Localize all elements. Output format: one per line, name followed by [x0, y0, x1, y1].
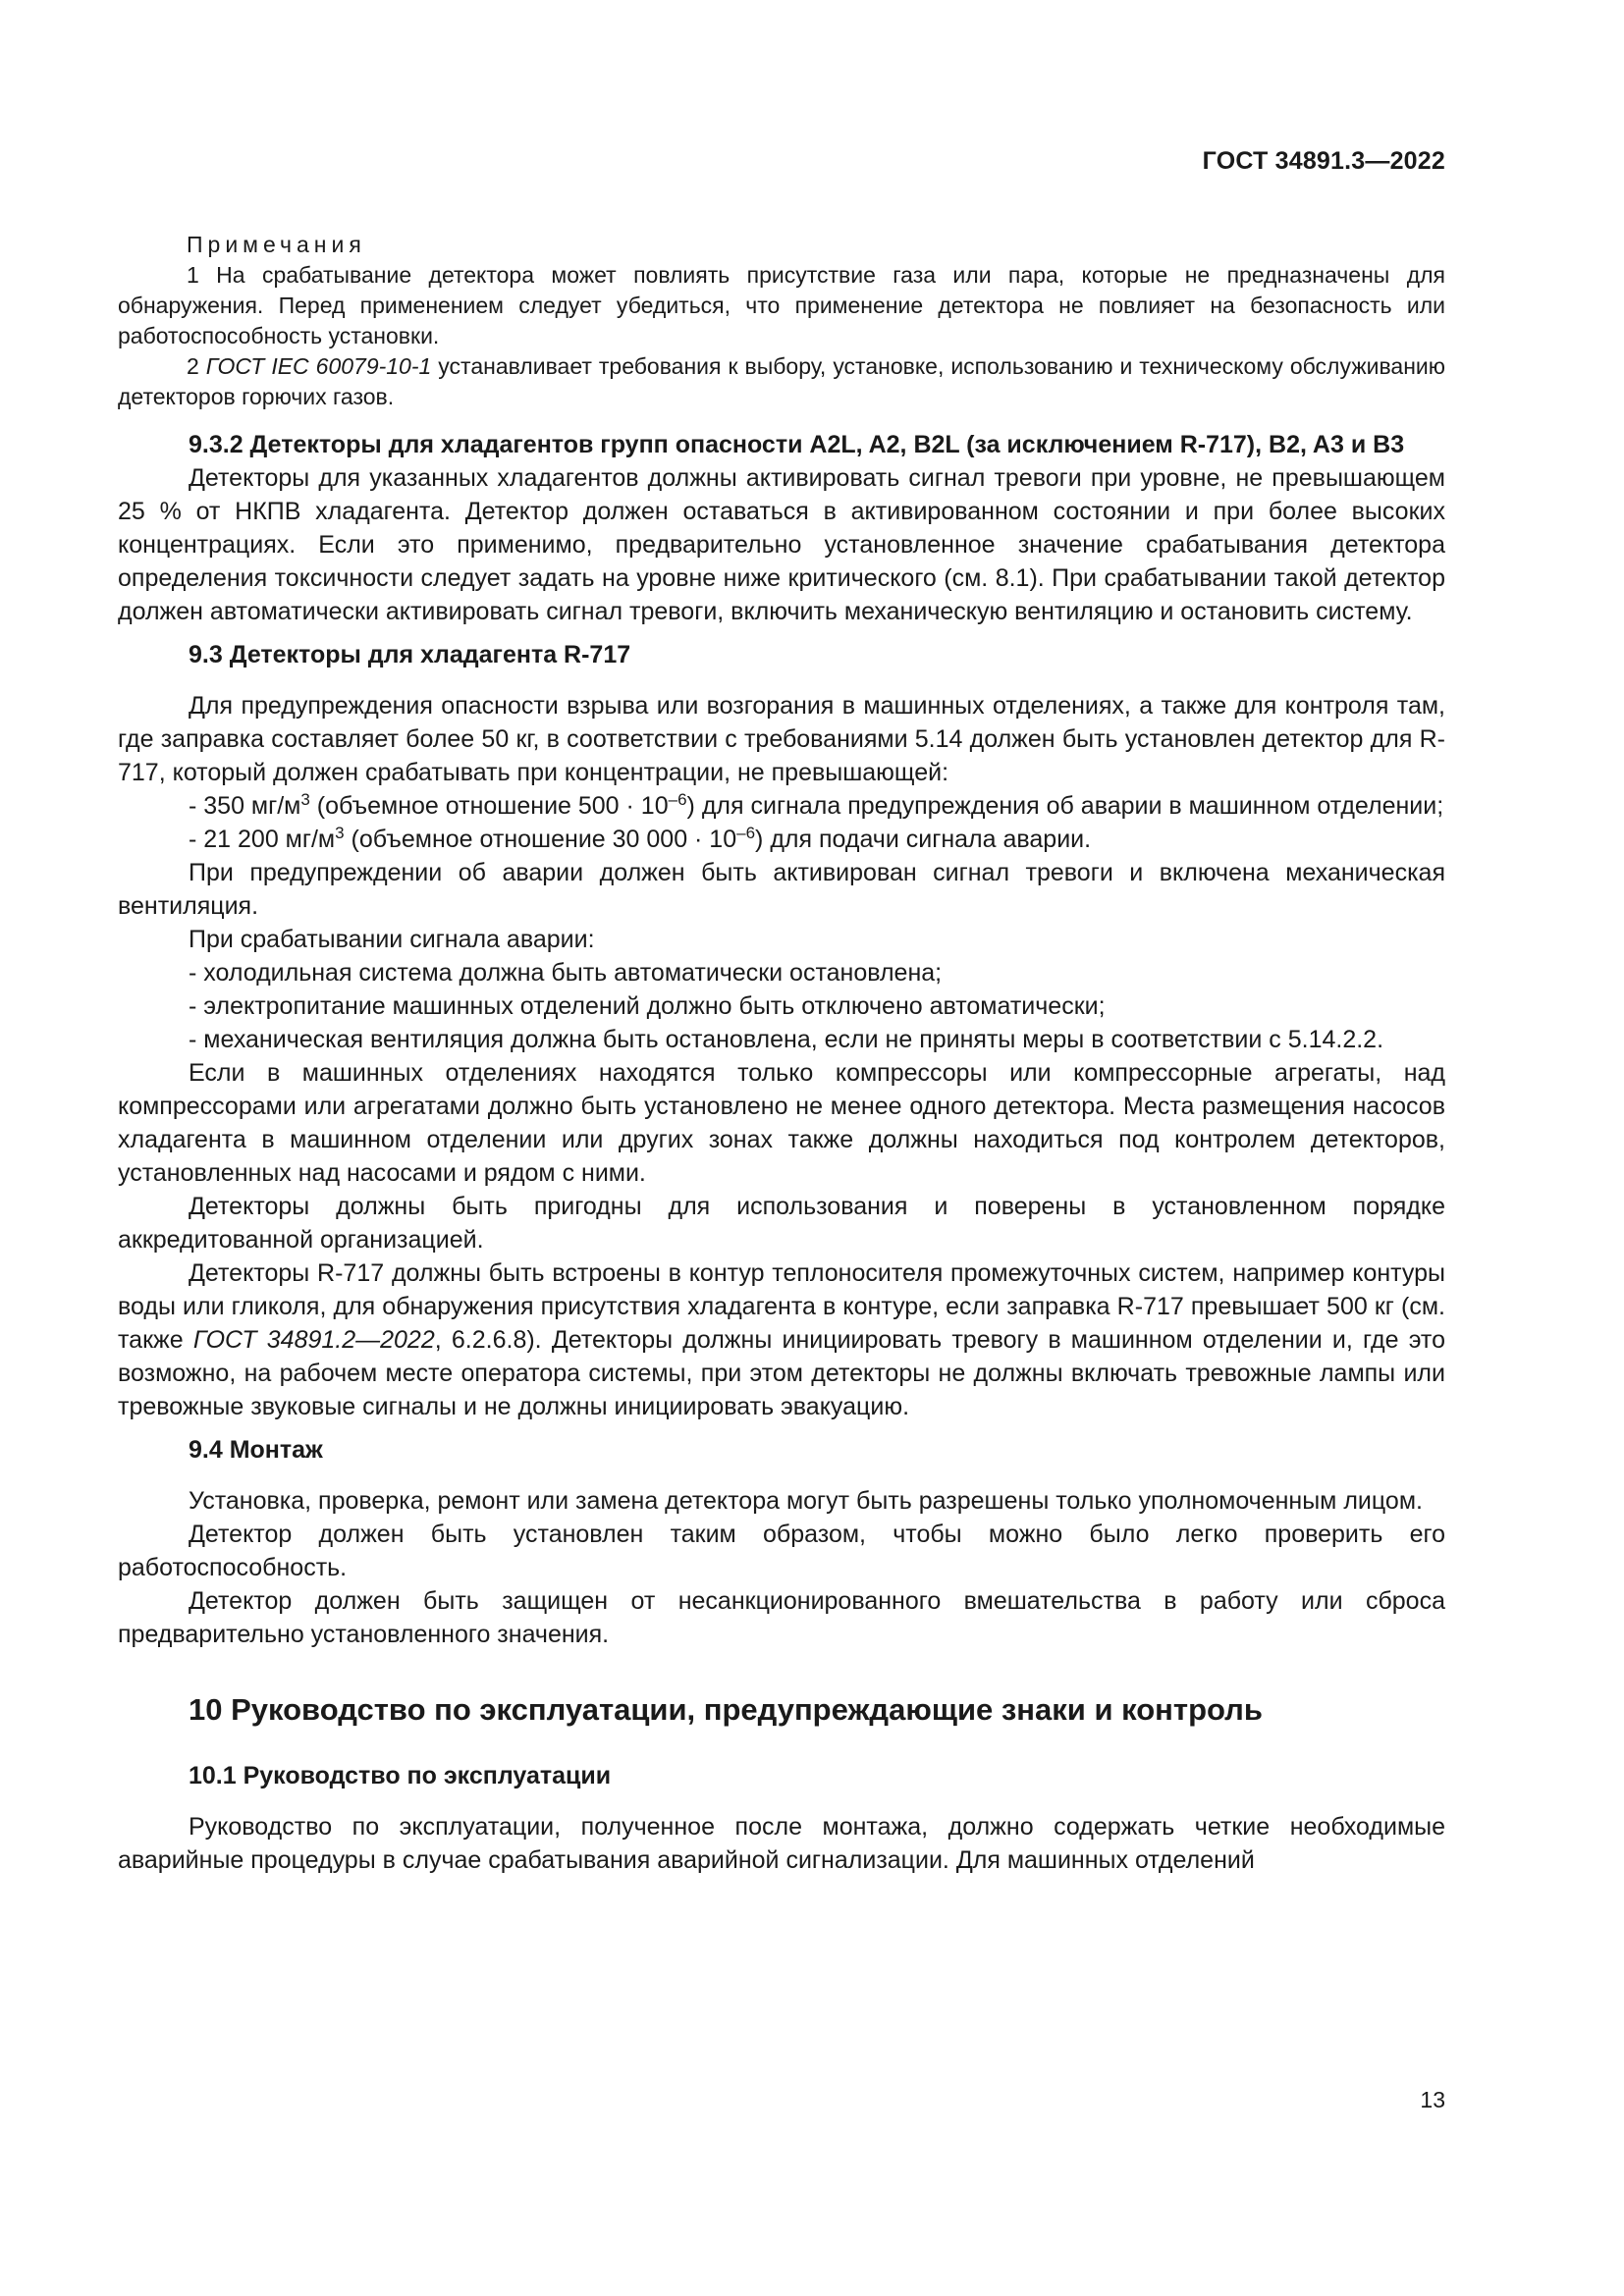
bullet-21200-text-b: (объемное отношение 30 000 · 10: [344, 826, 737, 853]
paragraph-9-4-3: Детектор должен быть защищен от несанкционированного вмешательства в работу или сброса предварительно установленного значения.: [118, 1587, 1445, 1648]
heading-9-3-2: 9.3.2 Детекторы для хладагентов групп опасности A2L, A2, B2L (за исключением R-717), B2, A3 и B3: [189, 431, 1405, 458]
paragraph-10-1: Руководство по эксплуатации, полученное после монтажа, должно содержать четкие необходимые аварийные процедуры в случае срабатывания аварийной сигнализации. Для машинных отделений: [118, 1813, 1445, 1874]
paragraph-warning: При предупреждении об аварии должен быть активирован сигнал тревоги и включена механическая вентиляция.: [118, 859, 1445, 920]
bullet-21200-text-c: ) для подачи сигнала аварии.: [755, 826, 1092, 853]
note-2: [118, 351, 1445, 412]
note-2-reference: ГОСТ IEC 60079-10-1: [205, 353, 432, 379]
paragraph-compressors: Если в машинных отделениях находятся только компрессоры или компрессорные агрегаты, над компрессорами или агрегатами должно быть установлено не менее одного детектора. Места размещения насосов хладагента в машинном отделении или других зонах также должны находиться под контролем детекторов, установленных над насосами и рядом с ними.: [118, 1059, 1445, 1187]
paragraph-9-4-2: Детектор должен быть установлен таким образом, чтобы можно было легко проверить его работоспособность.: [118, 1521, 1445, 1581]
paragraph-r717-reference: ГОСТ 34891.2—2022: [192, 1326, 435, 1354]
heading-10: 10 Руководство по эксплуатации, предупреждающие знаки и контроль: [189, 1692, 1263, 1727]
page-number: 13: [1420, 2087, 1445, 2112]
paragraph-r717-circuit: [118, 1256, 1445, 1423]
note-2-number: 2: [187, 353, 206, 379]
notes-block: [118, 230, 1445, 412]
bullet-21200-sup: 3: [335, 824, 345, 842]
paragraph-9-3-intro: Для предупреждения опасности взрыва или возгорания в машинных отделениях, а также для контроля там, где заправка составляет более 50 кг, в соответствии с требованиями 5.14 должен быть установлен детектор для R-717, который должен срабатывать при концентрации, не превышающей:: [118, 692, 1445, 786]
main-text: [118, 428, 1445, 1877]
heading-9-3: 9.3 Детекторы для хладагента R-717: [189, 641, 631, 668]
bullet-21200: [118, 823, 1445, 856]
bullet-refrigeration-stop: - холодильная система должна быть автоматически остановлена;: [189, 959, 943, 987]
heading-10-1: 10.1 Руководство по эксплуатации: [189, 1762, 612, 1789]
paragraph-9-3-2: Детекторы для указанных хладагентов должны активировать сигнал тревоги при уровне, не превышающем 25 % от НКПВ хладагента. Детектор должен оставаться в активированном состоянии и при более высоких концентрациях. Если это применимо, предварительно установленное значение срабатывания детектора определения токсичности следует задать на уровне ниже критического (см. 8.1). При срабатывании такой детектор должен автоматически активировать сигнал тревоги, включить механическую вентиляцию и остановить систему.: [118, 464, 1445, 625]
document-code: ГОСТ 34891.3—2022: [1202, 147, 1445, 175]
bullet-350-text-a: - 350 мг/м: [189, 792, 301, 820]
paragraph-r717-text-b: , 6.2.6.8). Детекторы должны инициировать тревогу в машинном отделении и, где это возможно, на рабочем месте оператора системы, при этом детекторы не должны включать тревожные лампы или тревожные звуковые сигналы и не должны инициировать эвакуацию.: [118, 1326, 1445, 1420]
bullet-21200-sup2: –6: [736, 824, 756, 842]
bullet-ventilation-stop: - механическая вентиляция должна быть остановлена, если не приняты меры в соответствии с 5.14.2.2.: [189, 1026, 1384, 1053]
heading-9-4: 9.4 Монтаж: [189, 1436, 323, 1464]
paragraph-9-4-1: Установка, проверка, ремонт или замена детектора могут быть разрешены только уполномоченным лицом.: [189, 1487, 1423, 1515]
bullet-350-sup2: –6: [668, 790, 687, 809]
bullet-21200-text-a: - 21 200 мг/м: [189, 826, 336, 853]
note-1: 1 На срабатывание детектора может повлиять присутствие газа или пара, которые не предназначены для обнаружения. Перед применением следует убедиться, что применение детектора не повлияет на безопасность или работоспособность установки.: [118, 262, 1445, 348]
paragraph-r717-text-a: Детекторы R-717 должны быть встроены в контур теплоносителя промежуточных систем, например контуры воды или гликоля, для обнаружения присутствия хладагента в контуре, если заправка R-717 превышает 500 кг (см. также: [118, 1259, 1445, 1354]
paragraph-alarm: При срабатывании сигнала аварии:: [189, 926, 595, 953]
bullet-power-off: - электропитание машинных отделений должно быть отключено автоматически;: [189, 992, 1106, 1020]
note-2-text: устанавливает требования к выбору, установке, использованию и техническому обслуживанию детекторов горючих газов.: [118, 353, 1446, 409]
document-page: [118, 0, 1445, 2296]
paragraph-verification: Детекторы должны быть пригодны для использования и поверены в установленном порядке аккредитованной организацией.: [118, 1193, 1445, 1254]
bullet-350-sup: 3: [300, 790, 310, 809]
bullet-350-text-c: ) для сигнала предупреждения об аварии в машинном отделении;: [686, 792, 1444, 820]
bullet-350-text-b: (объемное отношение 500 · 10: [309, 792, 669, 820]
bullet-350: [118, 789, 1445, 823]
notes-title: Примечания: [187, 232, 366, 257]
